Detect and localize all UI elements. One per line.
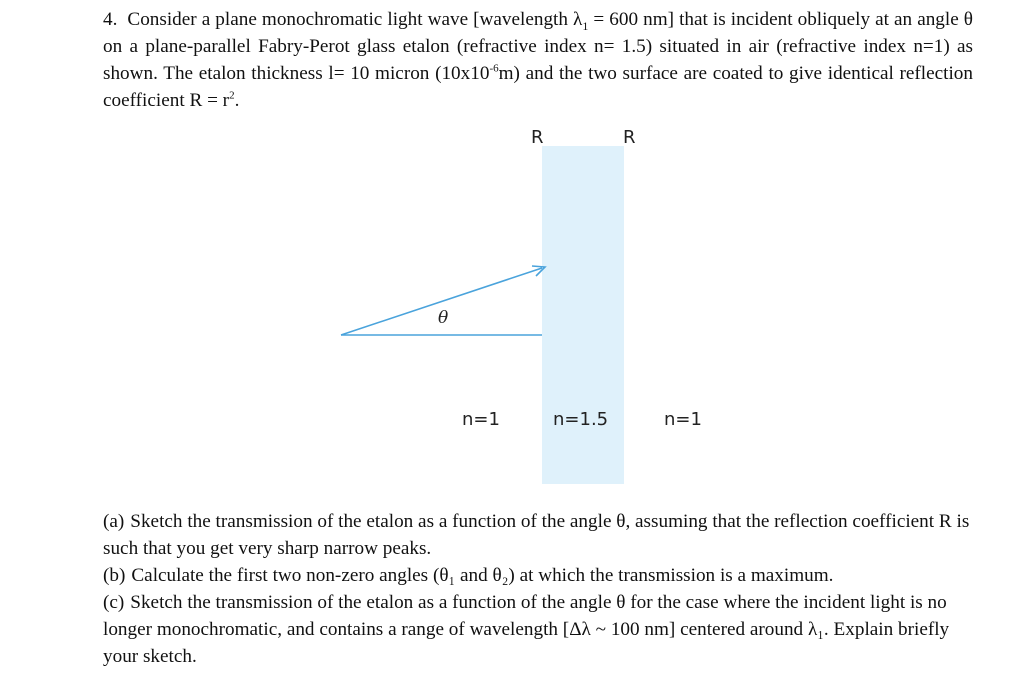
part-text: Calculate the first two non-zero angles (θ₁ and θ₂) at which the transmission is a maximum. bbox=[131, 565, 834, 586]
index-label-air-left: n=1 bbox=[462, 409, 500, 430]
part-b bbox=[103, 562, 978, 589]
index-label-glass: n=1.5 bbox=[553, 409, 609, 430]
exponent-superscript: -6 bbox=[489, 62, 499, 75]
part-label: (a) bbox=[103, 511, 125, 532]
problem-text-part-4: . bbox=[234, 90, 240, 111]
part-label: (c) bbox=[103, 592, 125, 613]
r-squared-superscript: 2 bbox=[229, 89, 235, 102]
problem-text-part-2: = 600 nm] that is incident obliquely at an angle θ on a plane-parallel Fabry-Perot glass etalon (refractive index n= 1.5) situated in air (refractive index n=1) as shown. The etalon thickness l= 10 micron (10x10 bbox=[103, 9, 973, 84]
reflection-label-right: R bbox=[623, 127, 636, 148]
etalon-glass-slab bbox=[542, 146, 624, 484]
part-text: Sketch the transmission of the etalon as a function of the angle θ for the case where the incident light is no longer monochromatic, and contains a range of wavelength [Δλ ~ 100 nm] centered around λ₁. Explain briefly your sketch. bbox=[103, 592, 950, 667]
problem-text-part-1: Consider a plane monochromatic light wave [wavelength λ bbox=[127, 9, 583, 30]
lambda-subscript: 1 bbox=[582, 18, 589, 33]
problem-text-part-3: m) and the two surface are coated to give identical reflection coefficient R = r bbox=[103, 63, 973, 111]
angle-theta-label: θ bbox=[438, 308, 449, 328]
problem-number: 4. bbox=[103, 9, 118, 30]
part-a bbox=[103, 508, 978, 562]
reflection-label-left: R bbox=[531, 127, 544, 148]
part-label: (b) bbox=[103, 565, 126, 586]
index-label-air-right: n=1 bbox=[664, 409, 702, 430]
part-c bbox=[103, 589, 978, 670]
question-parts bbox=[103, 508, 978, 670]
part-text: Sketch the transmission of the etalon as a function of the angle θ, assuming that the reflection coefficient R is such that you get very sharp narrow peaks. bbox=[103, 511, 970, 559]
